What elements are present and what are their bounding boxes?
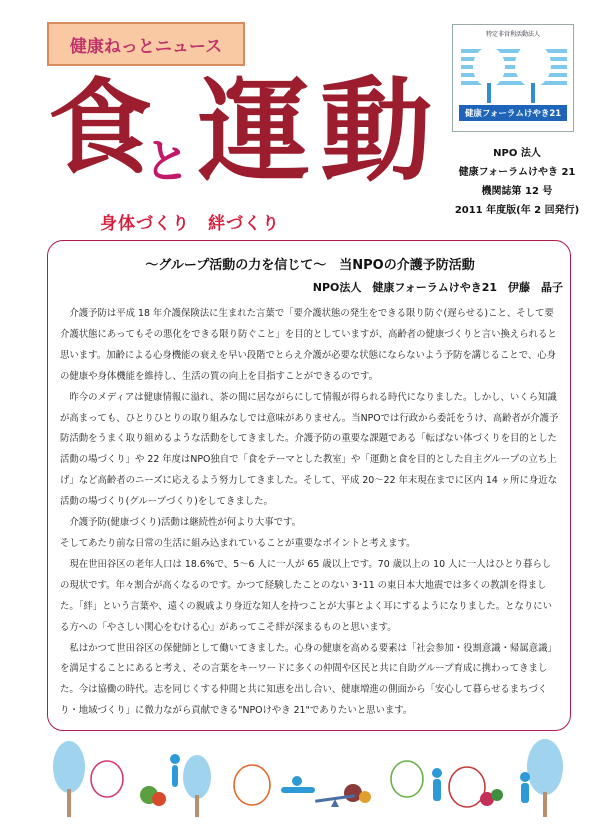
logo-org-type: 特定非営利活動法人	[485, 31, 540, 38]
title-char-food: 食	[48, 66, 153, 189]
paragraph-6: 私はかつて世田谷区の保健師として働いてきました。心身の健康を高める要素は「社会参加・役割意識・帰属意識」を満足することにあると考え、その言葉をキーワードに多くの仲間や区民と共に自助グループ育成に携わってきました。今は協働の時代。志を同じくする仲間と共に知恵を出し合い、健康増進の側面から「安心して暮らせるまちづくり・地域づくり」に微力ながら貢献できる"NPOけやき 21"でありたいと思います。	[60, 642, 557, 717]
publication-info	[452, 144, 582, 220]
logo-org-name: 健康フォーラムけやき21	[459, 105, 567, 121]
title-char-un: 運	[198, 66, 310, 197]
info-org-type: NPO 法人	[493, 148, 541, 159]
info-org-name: 健康フォーラムけやき 21	[458, 167, 576, 178]
title-char-and: と	[144, 134, 190, 188]
org-logo	[452, 24, 574, 132]
newsletter-tag: 健康ねっとニュース	[47, 22, 245, 66]
article-title: ～グループ活動の力を信じて～ 当NPOの介護予防活動	[145, 258, 475, 273]
paragraph-1: 介護予防は平成 18 年介護保険法に生まれた言葉で「要介護状態の発生をできる限り防ぐ(遅らせる)こと、そして要介護状態にあってもその悪化をできる限り防ぐこと」を目的としていますが、高齢者の健康づくりと言い換えられると思います。加齢による心身機能の衰えを早い段階でとらえ介護が必要な状態にならないよう予防を講じることで、心身の健康や身体機能を維持し、生活の質の向上を目指すことができるのです。	[60, 308, 557, 382]
article-author: NPO法人 健康フォーラムけやき21 伊藤 晶子	[312, 281, 563, 294]
paragraph-5: 現在世田谷区の老年人口は 18.6%で、5～6 人に一人が 65 歳以上です。70 歳以上の 10 人に一人はひとり暮らしの現状です。年々割合が高くなるのです。かつて経験したことのない 3･11 の東日本大地震では多くの教訓を得ました。「絆」という言葉や、遠くの親戚より身近な知人を持つことが大事とよく耳にするようになりました。となりにいる方への「やさしい関心をむける心」があってこそ絆が深まるものと思います。	[60, 558, 552, 633]
article-body	[60, 304, 560, 722]
info-edition: 2011 年度版(年 2 回発行)	[454, 205, 580, 216]
footer-illustration	[47, 737, 571, 819]
tagline: 身体づくり 絆づくり	[100, 214, 280, 234]
title-char-dou: 動	[320, 66, 432, 197]
tree-logo-icon	[461, 43, 567, 105]
paragraph-4: そしてあたり前な日常の生活に組み込まれていることが重要なポイントと考えます。	[60, 537, 416, 549]
paragraph-2: 昨今のメディアは健康情報に溢れ、茶の間に居ながらにして情報が得られる時代になりました。しかし、いくら知識が高まっても、ひとりひとりの取り組みなしでは意味がありません。当NPOでは行政から委託をうけ、高齢者が介護予防活動をうまく取り組めるような活動をしてきました。介護予防の重要な課題である「転ばない体づくりを目的とした活動の場づくり」や 22 年度はNPO独自で「食をテーマとした教室」や「運動と食を目的とした自主グループの立ち上げ」など高齢者のニーズに応えるよう努力してきました。そして、平成 20～22 年末現在までに区内 14 ヶ所に身近な活動の場づくり(グループづくり)をしてきました。	[60, 391, 559, 508]
info-issue-number: 機関誌第 12 号	[481, 186, 553, 197]
paragraph-3: 介護予防(健康づくり)活動は継続性が何より大事です。	[69, 517, 301, 529]
